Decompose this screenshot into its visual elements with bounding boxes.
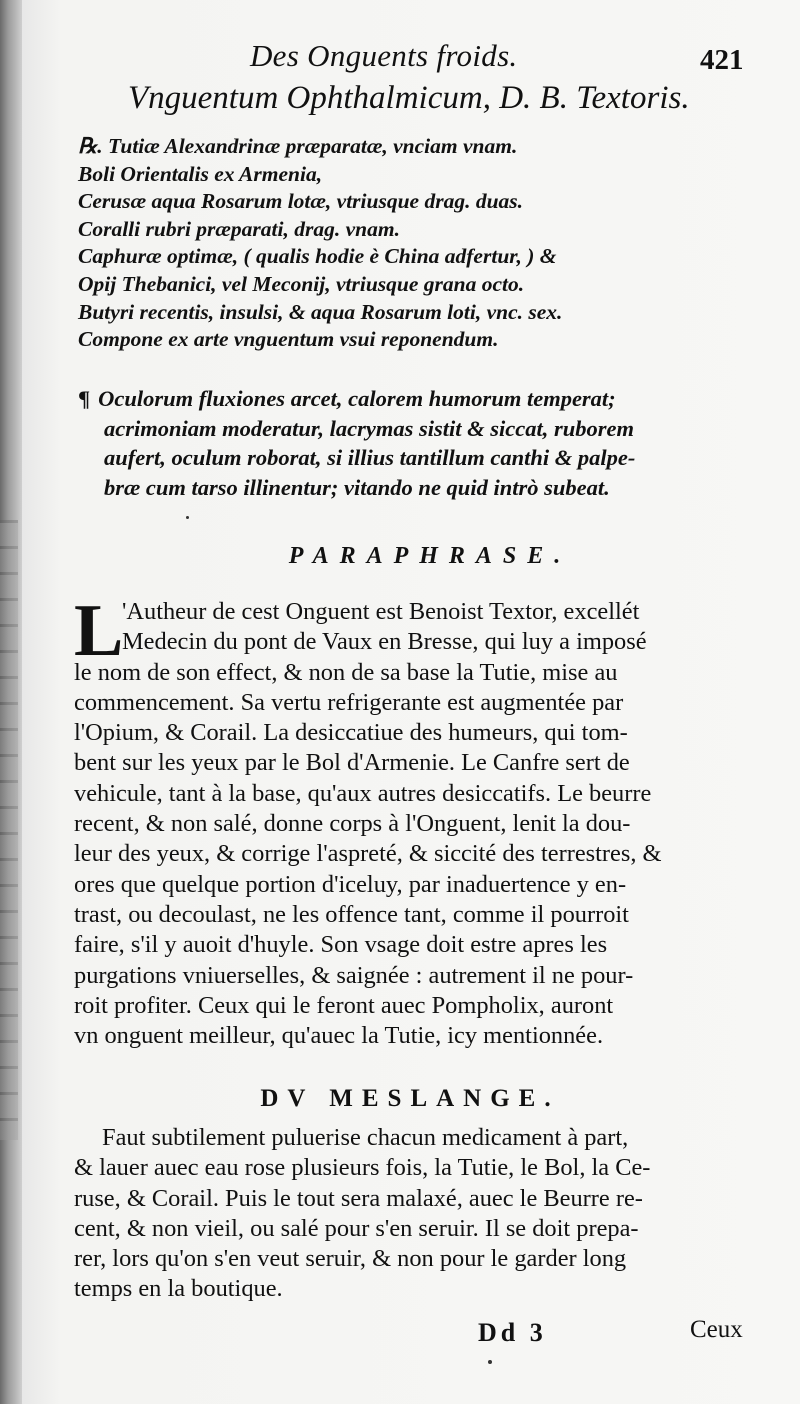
usage-paragraph bbox=[78, 384, 768, 502]
paraphrase-heading: PARAPHRASE. bbox=[288, 543, 572, 569]
recipe-line: Caphuræ optimæ, ( qualis hodie è China adfertur, ) & bbox=[78, 244, 557, 269]
meslange-line: ruse, & Corail. Puis le tout sera malaxé, auec le Beurre re- bbox=[74, 1184, 643, 1212]
paraphrase-line: roit profiter. Ceux qui le feront auec Pompholix, auront bbox=[74, 991, 614, 1019]
paraphrase-line: trast, ou decoulast, ne les offence tant, comme il pourroit bbox=[74, 900, 629, 928]
signature-mark: Dd 3 bbox=[478, 1318, 547, 1347]
meslange-line: rer, lors qu'on s'en veut seruir, & non pour le garder long bbox=[74, 1245, 627, 1273]
paraphrase-line: vehicule, tant à la base, qu'aux autres desiccatifs. Le beurre bbox=[74, 779, 652, 807]
paraphrase-line: bent sur les yeux par le Bol d'Armenie. Le Canfre sert de bbox=[74, 749, 630, 777]
meslange-paragraph bbox=[74, 1123, 774, 1305]
facing-page-edge bbox=[0, 520, 18, 1140]
paraphrase-line: l'Opium, & Corail. La desiccatiue des humeurs, qui tom- bbox=[74, 719, 628, 747]
recipe-line: Compone ex arte vnguentum vsui reponendum. bbox=[78, 327, 499, 352]
meslange-line: Faut subtilement puluerise chacun medicament à part, bbox=[102, 1124, 629, 1151]
page-number: 421 bbox=[700, 44, 744, 76]
paraphrase-line: purgations vniuerselles, & saignée : autrement il ne pour- bbox=[74, 961, 634, 989]
paraphrase-line: recent, & non salé, donne corps à l'Onguent, lenit la dou- bbox=[74, 810, 631, 838]
meslange-heading: DV MESLANGE. bbox=[260, 1085, 560, 1112]
meslange-line: temps en la boutique. bbox=[74, 1275, 283, 1303]
paraphrase-line: leur des yeux, & corrige l'aspreté, & siccité des terrestres, & bbox=[74, 840, 662, 868]
ink-speck bbox=[186, 516, 189, 519]
ink-speck bbox=[488, 1360, 492, 1364]
paraphrase-line: faire, s'il y auoit d'huyle. Son vsage doit estre apres les bbox=[74, 931, 608, 959]
running-title: Des Onguents froids. bbox=[250, 38, 518, 73]
recipe-line: Butyri recentis, insulsi, & aqua Rosarum loti, vnc. sex. bbox=[78, 299, 563, 324]
recipe-line: Boli Orientalis ex Armenia, bbox=[78, 161, 323, 186]
recipe-line: Cerusæ aqua Rosarum lotæ, vtriusque drag. duas. bbox=[78, 189, 524, 214]
paraphrase-line: 'Autheur de cest Onguent est Benoist Textor, excellét bbox=[122, 598, 640, 625]
meslange-line: & lauer auec eau rose plusieurs fois, la Tutie, le Bol, la Ce- bbox=[74, 1154, 651, 1182]
recipe-line: ℞. Tutiæ Alexandrinæ præparatæ, vnciam vnam. bbox=[78, 134, 518, 158]
paraphrase-line: le nom de son effect, & non de sa base la Tutie, mise au bbox=[74, 658, 618, 686]
paraphrase-line: vn onguent meilleur, qu'auec la Tutie, icy mentionnée. bbox=[74, 1022, 604, 1050]
usage-line bbox=[78, 384, 768, 414]
usage-line: bræ cum tarso illinentur; vitando ne quid intrò subeat. bbox=[104, 474, 610, 500]
catchword: Ceux bbox=[690, 1316, 743, 1343]
drop-cap: L bbox=[74, 590, 124, 672]
usage-line-text: Oculorum fluxiones arcet, calorem humorum temperat; bbox=[98, 386, 616, 411]
paraphrase-line: Medecin du pont de Vaux en Bresse, qui luy a imposé bbox=[122, 628, 647, 656]
recipe-title: Vnguentum Ophthalmicum, D. B. Textoris. bbox=[128, 80, 690, 116]
paraphrase-paragraph bbox=[74, 590, 774, 1051]
usage-line: aufert, oculum roborat, si illius tantillum canthi & palpe- bbox=[104, 445, 636, 470]
meslange-line: cent, & non vieil, ou salé pour s'en seruir. Il se doit prepa- bbox=[74, 1214, 639, 1242]
paraphrase-line: ores que quelque portion d'iceluy, par inaduertence y en- bbox=[74, 870, 627, 898]
recipe-line: Opij Thebanici, vel Meconij, vtriusque grana octo. bbox=[78, 271, 525, 296]
recipe-ingredients bbox=[78, 133, 718, 354]
paraphrase-line: commencement. Sa vertu refrigerante est augmentée par bbox=[74, 688, 624, 716]
pilcrow-mark: ¶ bbox=[78, 386, 91, 411]
usage-line: acrimoniam moderatur, lacrymas sistit & siccat, ruborem bbox=[104, 415, 635, 441]
recipe-line: Coralli rubri præparati, drag. vnam. bbox=[78, 216, 400, 241]
